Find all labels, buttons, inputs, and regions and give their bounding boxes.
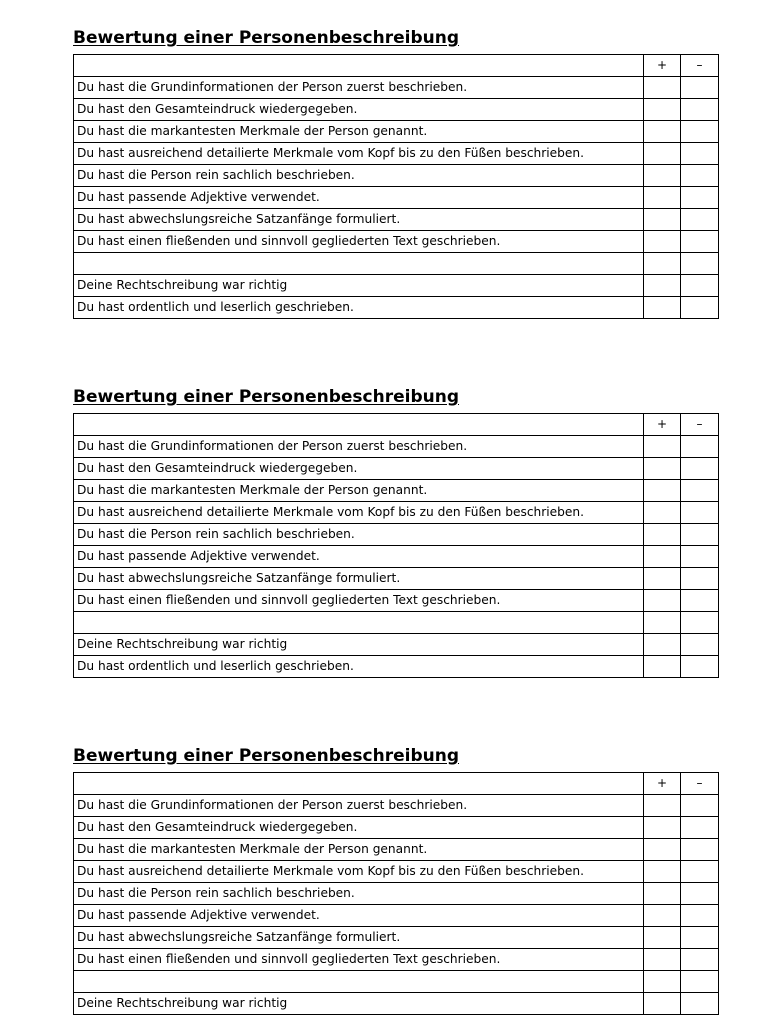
criteria-cell: Du hast einen fließenden und sinnvoll gegliederten Text geschrieben.	[74, 231, 644, 253]
table-row	[74, 927, 719, 949]
minus-checkbox-cell[interactable]	[681, 502, 719, 524]
minus-checkbox-cell[interactable]	[681, 993, 719, 1015]
criteria-cell: Deine Rechtschreibung war richtig	[74, 993, 644, 1015]
table-row	[74, 231, 719, 253]
table-row	[74, 568, 719, 590]
table-row	[74, 634, 719, 656]
table-row	[74, 165, 719, 187]
criteria-cell: Du hast passende Adjektive verwendet.	[74, 546, 644, 568]
plus-checkbox-cell[interactable]	[644, 905, 681, 927]
criteria-cell: Du hast die Person rein sachlich beschrieben.	[74, 524, 644, 546]
table-row	[74, 436, 719, 458]
table-row	[74, 795, 719, 817]
minus-checkbox-cell[interactable]	[681, 524, 719, 546]
criteria-cell: Du hast den Gesamteindruck wiedergegeben.	[74, 817, 644, 839]
table-row	[74, 209, 719, 231]
minus-checkbox-cell[interactable]	[681, 927, 719, 949]
table-header-row	[74, 55, 719, 77]
plus-checkbox-cell[interactable]	[644, 231, 681, 253]
header-criteria-cell	[74, 414, 644, 436]
criteria-cell: Du hast den Gesamteindruck wiedergegeben.	[74, 99, 644, 121]
plus-checkbox-cell[interactable]	[644, 546, 681, 568]
plus-checkbox-cell[interactable]	[644, 839, 681, 861]
plus-checkbox-cell[interactable]	[644, 590, 681, 612]
evaluation-table	[73, 413, 719, 678]
table-row	[74, 187, 719, 209]
header-minus-cell: –	[681, 414, 719, 436]
table-row	[74, 656, 719, 678]
criteria-cell: Du hast die markantesten Merkmale der Person genannt.	[74, 839, 644, 861]
criteria-cell: Du hast die Person rein sachlich beschrieben.	[74, 165, 644, 187]
criteria-cell: Du hast ordentlich und leserlich geschrieben.	[74, 297, 644, 319]
criteria-cell: Du hast passende Adjektive verwendet.	[74, 187, 644, 209]
table-body	[74, 55, 719, 319]
plus-checkbox-cell[interactable]	[644, 480, 681, 502]
header-minus-cell: –	[681, 773, 719, 795]
evaluation-table	[73, 54, 719, 319]
criteria-cell: Du hast den Gesamteindruck wiedergegeben.	[74, 458, 644, 480]
minus-checkbox-cell[interactable]	[681, 458, 719, 480]
minus-checkbox-cell[interactable]	[681, 839, 719, 861]
evaluation-section-2	[73, 386, 718, 678]
header-plus-cell: +	[644, 773, 681, 795]
criteria-cell: Du hast die markantesten Merkmale der Person genannt.	[74, 480, 644, 502]
plus-checkbox-cell[interactable]	[644, 927, 681, 949]
plus-checkbox-cell[interactable]	[644, 634, 681, 656]
table-row	[74, 612, 719, 634]
header-plus-cell: +	[644, 55, 681, 77]
section-title: Bewertung einer Personenbeschreibung	[73, 387, 460, 407]
criteria-cell: Du hast die markantesten Merkmale der Person genannt.	[74, 121, 644, 143]
minus-checkbox-cell[interactable]	[681, 187, 719, 209]
minus-checkbox-cell[interactable]	[681, 165, 719, 187]
criteria-cell: Du hast die Grundinformationen der Person zuerst beschrieben.	[74, 795, 644, 817]
plus-checkbox-cell[interactable]	[644, 209, 681, 231]
evaluation-table	[73, 772, 719, 1015]
table-row	[74, 502, 719, 524]
table-row	[74, 143, 719, 165]
table-row	[74, 949, 719, 971]
plus-checkbox-cell[interactable]	[644, 187, 681, 209]
table-row	[74, 253, 719, 275]
table-header-row	[74, 414, 719, 436]
minus-checkbox-cell[interactable]	[681, 971, 719, 993]
plus-checkbox-cell[interactable]	[644, 993, 681, 1015]
header-plus-cell: +	[644, 414, 681, 436]
table-row	[74, 546, 719, 568]
criteria-cell: Du hast abwechslungsreiche Satzanfänge formuliert.	[74, 209, 644, 231]
minus-checkbox-cell[interactable]	[681, 231, 719, 253]
evaluation-section-1	[73, 27, 718, 319]
minus-checkbox-cell[interactable]	[681, 883, 719, 905]
plus-checkbox-cell[interactable]	[644, 883, 681, 905]
criteria-cell: Du hast die Grundinformationen der Person zuerst beschrieben.	[74, 77, 644, 99]
criteria-cell	[74, 612, 644, 634]
minus-checkbox-cell[interactable]	[681, 253, 719, 275]
criteria-cell: Deine Rechtschreibung war richtig	[74, 275, 644, 297]
header-criteria-cell	[74, 55, 644, 77]
minus-checkbox-cell[interactable]	[681, 817, 719, 839]
criteria-cell	[74, 253, 644, 275]
table-row	[74, 839, 719, 861]
minus-checkbox-cell[interactable]	[681, 275, 719, 297]
minus-checkbox-cell[interactable]	[681, 568, 719, 590]
criteria-cell: Du hast einen fließenden und sinnvoll gegliederten Text geschrieben.	[74, 590, 644, 612]
plus-checkbox-cell[interactable]	[644, 253, 681, 275]
minus-checkbox-cell[interactable]	[681, 612, 719, 634]
criteria-cell: Du hast passende Adjektive verwendet.	[74, 905, 644, 927]
table-row	[74, 275, 719, 297]
minus-checkbox-cell[interactable]	[681, 77, 719, 99]
table-body	[74, 414, 719, 678]
criteria-cell: Du hast die Person rein sachlich beschrieben.	[74, 883, 644, 905]
minus-checkbox-cell[interactable]	[681, 656, 719, 678]
minus-checkbox-cell[interactable]	[681, 634, 719, 656]
minus-checkbox-cell[interactable]	[681, 949, 719, 971]
table-row	[74, 458, 719, 480]
table-body	[74, 773, 719, 1015]
plus-checkbox-cell[interactable]	[644, 817, 681, 839]
minus-checkbox-cell[interactable]	[681, 297, 719, 319]
table-row	[74, 971, 719, 993]
minus-checkbox-cell[interactable]	[681, 861, 719, 883]
criteria-cell: Du hast abwechslungsreiche Satzanfänge formuliert.	[74, 568, 644, 590]
minus-checkbox-cell[interactable]	[681, 121, 719, 143]
table-row	[74, 77, 719, 99]
plus-checkbox-cell[interactable]	[644, 971, 681, 993]
table-row	[74, 121, 719, 143]
criteria-cell: Deine Rechtschreibung war richtig	[74, 634, 644, 656]
minus-checkbox-cell[interactable]	[681, 546, 719, 568]
table-row	[74, 297, 719, 319]
criteria-cell: Du hast ausreichend detailierte Merkmale vom Kopf bis zu den Füßen beschrieben.	[74, 143, 644, 165]
plus-checkbox-cell[interactable]	[644, 165, 681, 187]
plus-checkbox-cell[interactable]	[644, 612, 681, 634]
plus-checkbox-cell[interactable]	[644, 861, 681, 883]
criteria-cell: Du hast ausreichend detailierte Merkmale vom Kopf bis zu den Füßen beschrieben.	[74, 861, 644, 883]
plus-checkbox-cell[interactable]	[644, 458, 681, 480]
table-header-row	[74, 773, 719, 795]
minus-checkbox-cell[interactable]	[681, 480, 719, 502]
plus-checkbox-cell[interactable]	[644, 568, 681, 590]
criteria-cell: Du hast ordentlich und leserlich geschrieben.	[74, 656, 644, 678]
minus-checkbox-cell[interactable]	[681, 99, 719, 121]
table-row	[74, 993, 719, 1015]
minus-checkbox-cell[interactable]	[681, 590, 719, 612]
plus-checkbox-cell[interactable]	[644, 502, 681, 524]
plus-checkbox-cell[interactable]	[644, 99, 681, 121]
plus-checkbox-cell[interactable]	[644, 656, 681, 678]
plus-checkbox-cell[interactable]	[644, 795, 681, 817]
section-title: Bewertung einer Personenbeschreibung	[73, 28, 460, 48]
criteria-cell	[74, 971, 644, 993]
table-row	[74, 99, 719, 121]
minus-checkbox-cell[interactable]	[681, 436, 719, 458]
plus-checkbox-cell[interactable]	[644, 297, 681, 319]
table-row	[74, 590, 719, 612]
criteria-cell: Du hast die Grundinformationen der Person zuerst beschrieben.	[74, 436, 644, 458]
table-row	[74, 905, 719, 927]
criteria-cell: Du hast einen fließenden und sinnvoll gegliederten Text geschrieben.	[74, 949, 644, 971]
criteria-cell: Du hast abwechslungsreiche Satzanfänge formuliert.	[74, 927, 644, 949]
criteria-cell: Du hast ausreichend detailierte Merkmale vom Kopf bis zu den Füßen beschrieben.	[74, 502, 644, 524]
plus-checkbox-cell[interactable]	[644, 143, 681, 165]
plus-checkbox-cell[interactable]	[644, 524, 681, 546]
plus-checkbox-cell[interactable]	[644, 436, 681, 458]
plus-checkbox-cell[interactable]	[644, 77, 681, 99]
minus-checkbox-cell[interactable]	[681, 795, 719, 817]
section-title: Bewertung einer Personenbeschreibung	[73, 746, 460, 766]
table-row	[74, 883, 719, 905]
table-row	[74, 480, 719, 502]
minus-checkbox-cell[interactable]	[681, 143, 719, 165]
plus-checkbox-cell[interactable]	[644, 275, 681, 297]
evaluation-section-3	[73, 745, 718, 1015]
table-row	[74, 861, 719, 883]
header-minus-cell: –	[681, 55, 719, 77]
plus-checkbox-cell[interactable]	[644, 949, 681, 971]
minus-checkbox-cell[interactable]	[681, 209, 719, 231]
minus-checkbox-cell[interactable]	[681, 905, 719, 927]
table-row	[74, 817, 719, 839]
plus-checkbox-cell[interactable]	[644, 121, 681, 143]
table-row	[74, 524, 719, 546]
header-criteria-cell	[74, 773, 644, 795]
